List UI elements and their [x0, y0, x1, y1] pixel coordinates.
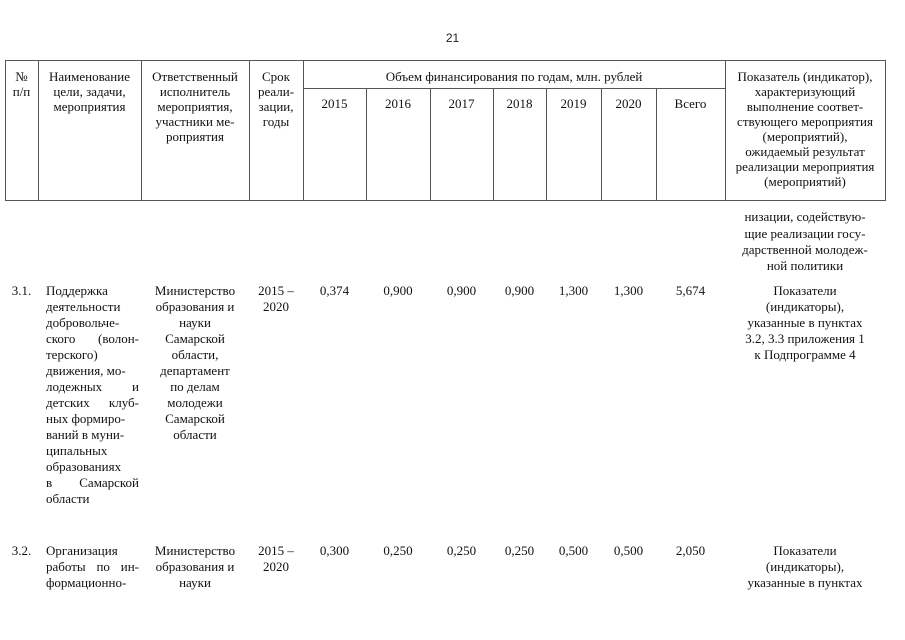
row-value-2017: 0,900	[446, 283, 477, 298]
header-name: Наименование цели, задачи, мероприятия	[49, 69, 130, 114]
row-value-2019: 1,300	[558, 283, 589, 298]
header-funding: Объем финансирования по годам, млн. рублей	[385, 69, 643, 84]
page-number: 21	[445, 31, 460, 45]
row-value-2018: 0,900	[504, 283, 535, 298]
row-indicator-line: указанные в пунктах	[747, 315, 863, 330]
row-name-line: лодежных и	[46, 379, 139, 394]
row-number: 3.2.	[11, 543, 32, 558]
row-executor-line: по делам	[170, 379, 220, 394]
row-indicator-line: 3.2, 3.3 приложения 1	[745, 331, 865, 346]
header-year: 2017	[448, 96, 475, 111]
row-executor-line: науки	[179, 315, 211, 330]
row-executor-line: образования и	[155, 559, 235, 574]
row-name-line: детских клуб-	[46, 395, 139, 410]
header-num: № п/п	[12, 69, 31, 99]
row-term-line: 2015 –	[258, 283, 294, 298]
row-value-2015: 0,374	[319, 283, 350, 298]
row-executor-line: молодежи	[167, 395, 223, 410]
row-indicator-line: (индикаторы),	[765, 299, 845, 314]
header-executor: Ответственный исполнитель мероприятия, участники ме- роприятия	[152, 69, 238, 144]
row-executor-line: образования и	[155, 299, 235, 314]
row-indicator-line: к Подпрограмме 4	[754, 347, 856, 362]
row-name-line: Поддержка	[46, 283, 108, 298]
row-name-line: ципальных	[46, 443, 108, 458]
row-name-line: в Самарской	[46, 475, 139, 490]
row-number: 3.1.	[11, 283, 32, 298]
header-year: 2018	[506, 96, 533, 111]
row-indicator-line: (индикаторы),	[765, 559, 845, 574]
row-value-2020: 1,300	[613, 283, 644, 298]
row-term-line: 2020	[263, 299, 289, 314]
header-indicator: Показатель (индикатор), характеризующий выполнение соответ- ствующего мероприятия (мероприятий), ожидаемый результат реализации мероприятия (мероприятий)	[735, 69, 875, 189]
row-name-line: формационно-	[46, 575, 127, 590]
row-name-line: работы по ин-	[46, 559, 139, 574]
row-executor-line: науки	[179, 575, 211, 590]
continuation-line: ной политики	[766, 258, 844, 273]
row-executor-line: Министерство	[154, 283, 236, 298]
row-value-2018: 0,250	[504, 543, 535, 558]
row-value-total: 5,674	[675, 283, 706, 298]
row-executor-line: Самарской	[165, 411, 225, 426]
row-value-2020: 0,500	[613, 543, 644, 558]
table-top-border	[5, 60, 885, 61]
header-year: 2020	[615, 96, 642, 111]
row-name-line: терского)	[46, 347, 98, 362]
row-name-line: деятельности	[46, 299, 121, 314]
row-value-2019: 0,500	[558, 543, 589, 558]
row-name-line: ваний в муни-	[46, 427, 125, 442]
row-value-total: 2,050	[675, 543, 706, 558]
header-year: 2015	[321, 96, 348, 111]
row-value-2017: 0,250	[446, 543, 477, 558]
header-bottom-border	[5, 200, 885, 201]
row-name-line: движения, мо-	[46, 363, 126, 378]
row-value-2016: 0,250	[383, 543, 413, 558]
row-term-line: 2020	[263, 559, 289, 574]
row-term-line: 2015 –	[258, 543, 294, 558]
row-executor-line: департамент	[160, 363, 230, 378]
continuation-line: дарственной молодеж-	[742, 242, 868, 257]
row-name-line: ных формиро-	[46, 411, 126, 426]
header-year: 2016	[385, 96, 411, 111]
row-indicator-line: Показатели	[773, 283, 837, 298]
row-name-line: добровольче-	[46, 315, 120, 330]
continuation-line: щие реализации госу-	[744, 226, 866, 241]
col-border	[885, 60, 886, 201]
row-indicator-line: Показатели	[773, 543, 837, 558]
row-indicator-line: указанные в пунктах	[747, 575, 863, 590]
header-year: 2019	[560, 96, 587, 111]
header-term: Срок реали- зации, годы	[257, 69, 295, 129]
row-value-2015: 0,300	[319, 543, 350, 558]
row-name-line: образованиях	[46, 459, 122, 474]
row-executor-line: Самарской	[165, 331, 225, 346]
row-name-line: ского (волон-	[46, 331, 139, 346]
row-executor-line: Министерство	[154, 543, 236, 558]
row-executor-line: области,	[171, 347, 219, 362]
header-total: Всего	[674, 96, 707, 111]
row-executor-line: области	[173, 427, 217, 442]
row-name-line: Организация	[46, 543, 118, 558]
row-value-2016: 0,900	[383, 283, 413, 298]
row-name-line: области	[46, 491, 90, 506]
continuation-line: низации, содействую-	[744, 209, 866, 224]
